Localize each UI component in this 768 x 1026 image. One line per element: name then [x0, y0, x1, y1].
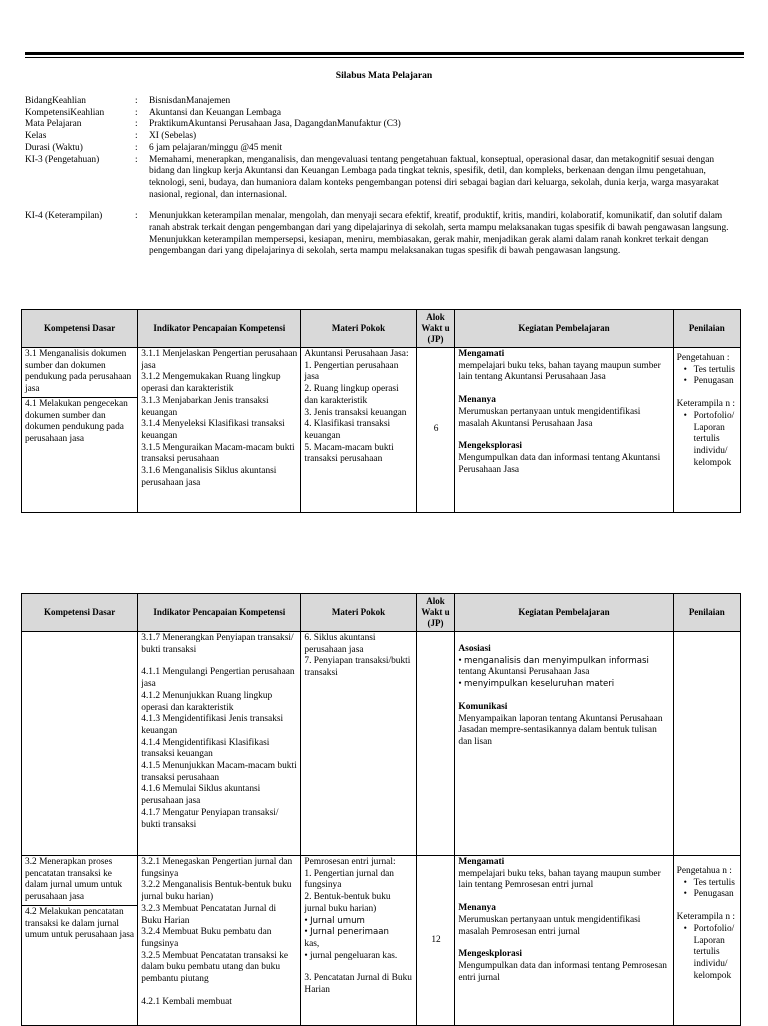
materi-cell [301, 632, 416, 856]
kegiatan-cell [455, 348, 673, 513]
list-item: 4. Klasifikasi transaksi keuangan [304, 419, 391, 441]
list-item: 1. Pengertian perusahaan jasa [304, 360, 399, 383]
list-item: 4.1.5 Menunjukkan Macam-macam bukti transaksi perusahaan [141, 761, 297, 783]
assessment-list [677, 411, 738, 470]
list-item: 3. Jenis transaksi keuangan [304, 407, 407, 418]
list-item: • Penugasan [688, 889, 738, 901]
header-kegiatan: Kegiatan Pembelajaran [455, 594, 673, 632]
kd-skill: 4.2 Melakukan pencatatan transaksi ke dalam jurnal umum untuk perusahaan jasa [25, 906, 135, 941]
list-item: 4.2.1 Kembali membuat [141, 996, 232, 1007]
list-item: • Portofolio/ Laporan tertulis individu/ kelompok [688, 924, 738, 983]
list-item: 1. Pengertian jurnal dan fungsinya [304, 868, 394, 891]
list-item: 2. Ruang lingkup operasi dan karakteristik [304, 384, 399, 406]
activity-heading: Komunikasi [458, 701, 508, 712]
table-header-row [22, 310, 741, 348]
kd-knowledge: 3.2 Menerapkan proses pencatatan transaksi ke dalam jurnal umum untuk perusahaan jasa [25, 857, 123, 903]
kd-skill: 4.1 Melakukan pengecekan dokumen sumber dan dokumen pendukung pada perusahaan jasa [25, 398, 128, 444]
activity-text: Mengumpulkan data dan informasi tentang Pemrosesan entri jurnal [458, 960, 667, 983]
list-item: 3.1.4 Menyeleksi Klasifikasi transaksi keuangan [141, 419, 285, 441]
meta-row-kompetensi: KompetensiKeahlian : Akuntansi dan Keuangan Lembaga [25, 108, 740, 120]
meta-value: Akuntansi dan Keuangan Lembaga [149, 107, 281, 118]
list-item: 3.1.5 Menguraikan Macam-macam bukti transaksi perusahaan [141, 442, 295, 465]
meta-label: KI-4 (Keterampilan) [25, 211, 103, 222]
header-penilaian: Penilaian [673, 594, 740, 632]
meta-label: Kelas [25, 131, 47, 142]
kd-cell [22, 632, 138, 856]
assessment-list [677, 365, 738, 388]
list-item: 3.2.5 Membuat Pencatatan transaksi ke dalam buku pembatu utang dan buku pembantu piutang [141, 950, 289, 985]
activity-text: Mengumpulkan data dan informasi tentang Akuntansi Perusahaan Jasa [458, 452, 661, 475]
list-item: 3.2.4 Membuat Buku pembatu dan fungsinya [141, 927, 272, 949]
syllabus-table-1 [21, 309, 741, 513]
penilaian-cell [673, 348, 740, 513]
penilaian-cell [673, 632, 740, 856]
meta-label: KompetensiKeahlian [25, 107, 105, 118]
assessment-label: Keterampila n : [676, 912, 735, 923]
list-item: 4.1.6 Memulai Siklus akuntansi perusahaan jasa [141, 784, 261, 807]
activity-text: mempelajari buku teks, bahan tayang maupun sumber lain tentang Akuntansi Perusahaan Jasa [458, 360, 661, 383]
header-rule-thick [25, 52, 744, 55]
meta-value: BisnisdanManajemen [149, 96, 231, 106]
activity-heading: Asosiasi [458, 644, 491, 654]
list-item: 5. Macam-macam bukti transaksi perusahaan [304, 442, 394, 465]
list-item: 7. Penyiapan transaksi/bukti transaksi [304, 656, 411, 679]
list-item: • Tes tertulis [688, 878, 738, 890]
list-item: • Jurnal umum [304, 915, 365, 926]
syllabus-meta [25, 96, 740, 258]
alokasi-cell: 12 [416, 856, 455, 1026]
list-item: kas, [304, 938, 320, 949]
meta-row-durasi: Durasi (Waktu) : 6 jam pelajaran/minggu @45 menit [25, 143, 740, 155]
header-indikator: Indikator Pencapaian Kompetensi [138, 594, 301, 632]
list-item: 3.1.1 Menjelaskan Pengertian perusahaan jasa [141, 349, 298, 371]
meta-row-ki4: KI-4 (Keterampilan) : Menunjukkan keterampilan menalar, mengolah, dan menyaji secara efektif, kreatif, produktif, kritis, mandiri, kolaboratif, komunikatif, dan solutif dalam ranah abstrak terkait dengan pengembangan dari yang dipelajarinya di sekolah, serta mampu melaksanakan tugas spesifik di bawah pengawasan langsung. Menunjukkan keterampilan mempersepsi, kesiapan, meniru, membiasakan, gerak mahir, menjadikan gerak alami dalam ranah konkret terkait dengan pengembangan dari yang dipelajarinya di sekolah, serta mampu melaksanakan tugas spesifik di bawah pengawasan langsung. [25, 211, 740, 258]
ki4-paragraph-2: Menunjukkan keterampilan mempersepsi, kesiapan, meniru, membiasakan, gerak mahir, menjadikan gerak alami dalam ranah konkret terkait dengan pengembangan dari yang dipelajarinya di sekolah, serta mampu melaksanakan tugas spesifik di bawah pengawasan langsung. [149, 234, 709, 257]
meta-value: XI (Sebelas) [149, 131, 197, 142]
list-item: 3.2.2 Menganalisis Bentuk-bentuk buku jurnal buku harian) [141, 880, 292, 903]
meta-label: Mata Pelajaran [25, 119, 82, 130]
meta-row-bidang: BidangKeahlian : BisnisdanManajemen [25, 96, 740, 108]
meta-value [149, 211, 740, 258]
activity-text: Menyampaikan laporan tentang Akuntansi Perusahaan Jasadan mempre-sentasikannya dalam bentuk tulisan dan lisan [458, 713, 663, 747]
activity-text: mempelajari buku teks, bahan tayang maupun sumber lain tentang Pemrosesan entri jurnal [458, 868, 661, 891]
header-kegiatan: Kegiatan Pembelajaran [455, 310, 673, 348]
activity-text: Merumuskan pertanyaan untuk mengidentifikasi masalah Pemrosesan entri jurnal [458, 914, 641, 937]
activity-text: tentang Akuntansi Perusahaan Jasa [458, 667, 590, 678]
header-alokasi-waktu: Alok Wakt u (JP) [416, 594, 455, 632]
activity-heading: Menanya [458, 903, 496, 914]
list-item: 6. Siklus akuntansi perusahaan jasa [304, 633, 376, 655]
table-row [22, 856, 741, 1026]
activity-heading: Mengeksplorasi [458, 441, 522, 452]
assessment-label: Pengetahua n : [676, 866, 732, 876]
meta-row-kelas: Kelas : XI (Sebelas) [25, 131, 740, 143]
meta-row-ki3: KI-3 (Pengetahuan) : Memahami, menerapkan, menganalisis, dan mengevaluasi tentang pengetahuan faktual, konseptual, operasional dasar, dan metakognitif sesuai dengan bidang dan lingkup kerja Akuntansi dan Keuangan Lembaga pada tingkat teknis, spesifik, detil, dan kompleks, berkenaan dengan ilmu pengetahuan, teknologi, seni, budaya, dan humaniora dalam konteks pengembangan potensi diri sebagai bagian dari keluarga, sekolah, dunia kerja, warga masyarakat nasional, regional, dan internasional. [25, 155, 740, 202]
list-item: 4.1.1 Mengulangi Pengertian perusahaan jasa [141, 667, 295, 690]
assessment-label: Keterampila n : [676, 399, 735, 410]
list-item: 3.1.7 Menerangkan Penyiapan transaksi/ bukti transaksi [141, 633, 294, 655]
list-item: • jurnal pengeluaran kas. [304, 950, 398, 961]
list-item: 3.1.3 Menjabarkan Jenis transaksi keuangan [141, 395, 269, 418]
activity-bullet: • menyimpulkan keseluruhan materi [458, 679, 615, 690]
activity-bullet: • menganalisis dan menyimpulkan informasi [458, 655, 649, 666]
list-item: Pemrosesan entri jurnal: [304, 857, 396, 867]
header-materi-pokok: Materi Pokok [301, 594, 416, 632]
list-item: • Penugasan [688, 376, 738, 388]
penilaian-cell [673, 856, 740, 1026]
list-item: 3.2.1 Menegaskan Pengertian jurnal dan fungsinya [141, 857, 293, 879]
list-item: 3.1.6 Menganalisis Siklus akuntansi perusahaan jasa [141, 466, 277, 488]
list-item: 3.2.3 Membuat Pencatatan Jurnal di Buku Harian [141, 903, 277, 926]
alokasi-cell: 6 [416, 348, 455, 513]
kd-knowledge: 3.1 Menganalisis dokumen sumber dan dokumen pendukung pada perusahaan jasa [25, 349, 132, 395]
list-item: • Portofolio/ Laporan tertulis individu/ kelompok [688, 411, 738, 470]
list-item: 4.1.4 Mengidentifikasi Klasifikasi transaksi keuangan [141, 737, 270, 760]
list-item: • Jurnal penerimaan [304, 927, 390, 938]
header-kompetensi-dasar: Kompetensi Dasar [22, 310, 138, 348]
meta-value: PraktikumAkuntansi Perusahaan Jasa, DagangdanManufaktur (C3) [149, 119, 401, 130]
activity-text: Merumuskan pertanyaan untuk mengidentifikasi masalah Akuntansi Perusahaan Jasa [458, 406, 641, 429]
list-item: 3.1.2 Mengemukakan Ruang lingkup operasi dan karakteristik [141, 372, 281, 395]
meta-value: 6 jam pelajaran/minggu @45 menit [149, 142, 283, 153]
header-alokasi-waktu: Alok Wakt u (JP) [416, 310, 455, 348]
meta-value: Memahami, menerapkan, menganalisis, dan mengevaluasi tentang pengetahuan faktual, konseptual, operasional dasar, dan metakognitif sesuai dengan bidang dan lingkup kerja Akuntansi dan Keuangan Lembaga pada tingkat teknis, spesifik, detil, dan kompleks, berkenaan dengan ilmu pengetahuan, teknologi, seni, budaya, dan humaniora dalam konteks pengembangan potensi diri sebagai bagian dari keluarga, sekolah, dunia kerja, warga masyarakat nasional, regional, dan internasional. [149, 154, 719, 200]
meta-label: Durasi (Waktu) [25, 142, 83, 153]
syllabus-table-2 [21, 593, 741, 1026]
list-item: 4.1.7 Mengatur Penyiapan transaksi/ bukti transaksi [141, 807, 279, 830]
list-item: 4.1.2 Menunjukkan Ruang lingkup operasi dan karakteristik [141, 690, 273, 713]
list-item: 2. Bentuk-bentuk buku jurnal buku harian) [304, 892, 391, 914]
assessment-label: Pengetahuan : [676, 353, 730, 363]
header-penilaian: Penilaian [673, 310, 740, 348]
list-item: Akuntansi Perusahaan Jasa: [304, 349, 409, 359]
activity-heading: Mengamati [458, 349, 505, 359]
kegiatan-cell [455, 856, 673, 1026]
assessment-list [677, 878, 738, 901]
activity-heading: Mengeskplorasi [458, 949, 522, 960]
kd-cell [22, 348, 138, 513]
materi-cell [301, 856, 416, 1026]
kegiatan-cell [455, 632, 673, 856]
activity-heading: Mengamati [458, 857, 505, 867]
document-title: Silabus Mata Pelajaran [335, 70, 433, 81]
ipk-cell [138, 348, 301, 513]
activity-heading: Menanya [458, 395, 496, 406]
meta-label: BidangKeahlian [25, 96, 86, 106]
header-rule-thin [25, 57, 744, 58]
table-row [22, 632, 741, 856]
header-indikator: Indikator Pencapaian Kompetensi [138, 310, 301, 348]
header-materi-pokok: Materi Pokok [301, 310, 416, 348]
assessment-list [677, 924, 738, 983]
alokasi-cell [416, 632, 455, 856]
list-item: 4.1.3 Mengidentifikasi Jenis transaksi keuangan [141, 714, 284, 736]
ki4-paragraph-1: Menunjukkan keterampilan menalar, mengolah, dan menyaji secara efektif, kreatif, produktif, kritis, mandiri, kolaboratif, komunikatif, dan solutif dalam ranah abstrak terkait dengan pengembangan dari yang dipelajarinya di sekolah, serta mampu melaksanakan tugas spesifik di bawah pengawasan langsung. [149, 211, 729, 234]
ipk-cell [138, 856, 301, 1026]
table-header-row [22, 594, 741, 632]
kd-cell [22, 856, 138, 1026]
list-item: • Tes tertulis [688, 365, 738, 377]
materi-cell [301, 348, 416, 513]
meta-row-mapel: Mata Pelajaran : PraktikumAkuntansi Perusahaan Jasa, DagangdanManufaktur (C3) [25, 119, 740, 131]
header-kompetensi-dasar: Kompetensi Dasar [22, 594, 138, 632]
ipk-cell [138, 632, 301, 856]
list-item: 3. Pencatatan Jurnal di Buku Harian [304, 973, 412, 996]
meta-label: KI-3 (Pengetahuan) [25, 154, 100, 165]
table-row [22, 348, 741, 513]
